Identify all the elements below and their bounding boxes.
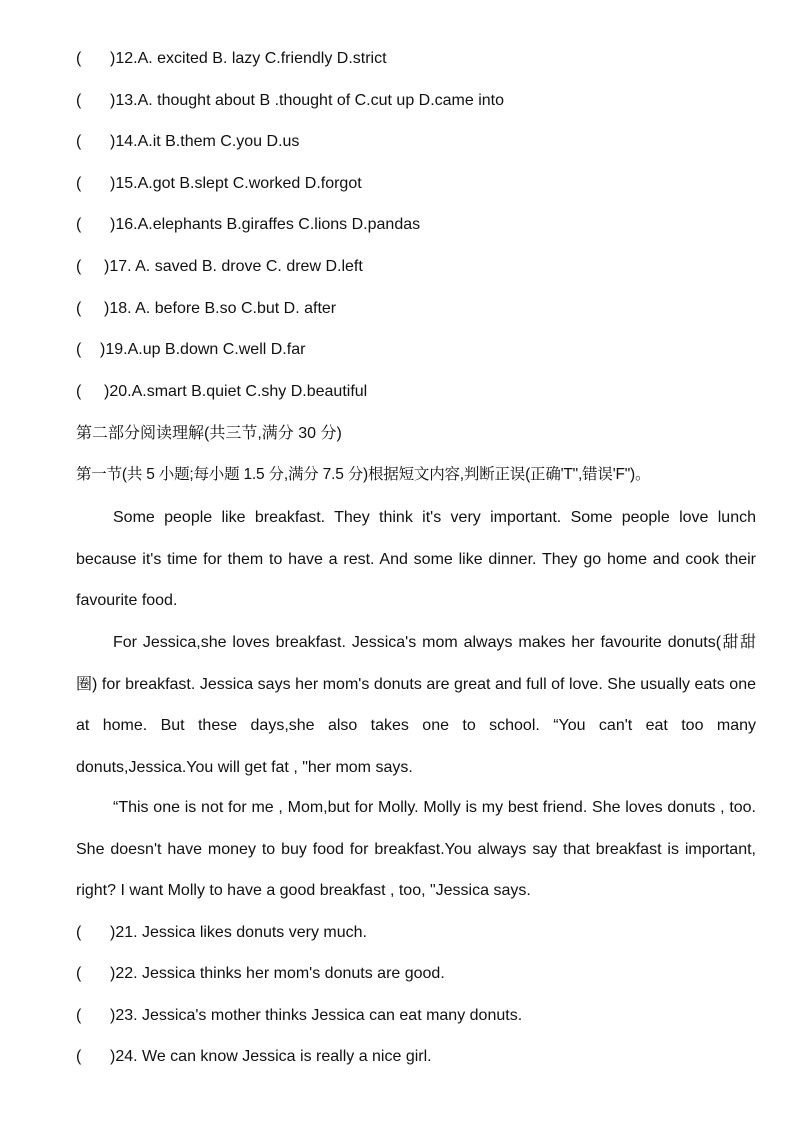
question-text: )12.A. excited B. lazy C.friendly D.strict — [110, 50, 387, 67]
passage-paragraph: “This one is not for me , Mom,but for Molly. Molly is my best friend. She loves donuts , too. She doesn't have money to buy food for breakfast.You always say that breakfast is important, right? I want Molly to have a good breakfast , too, "Jessica says. — [76, 799, 756, 899]
question-line — [76, 257, 756, 277]
question-text: )18. A. before B.so C.but D. after — [104, 300, 337, 317]
answer-paren: ( — [76, 258, 82, 275]
answer-paren: ( — [76, 133, 82, 150]
answer-paren: ( — [76, 1048, 82, 1065]
question-line — [76, 215, 756, 235]
answer-paren: ( — [76, 175, 82, 192]
answer-paren: ( — [76, 216, 82, 233]
answer-paren: ( — [76, 965, 82, 982]
question-line — [76, 132, 756, 152]
answer-paren: ( — [76, 50, 82, 67]
question-text: )22. Jessica thinks her mom's donuts are good. — [110, 965, 445, 982]
question-line — [76, 923, 756, 943]
question-text: )20.A.smart B.quiet C.shy D.beautiful — [104, 383, 368, 400]
passage-paragraph: For Jessica,she loves breakfast. Jessica's mom always makes her favourite donuts(甜甜圈) for breakfast. Jessica says her mom's donuts are great and full of love. She usually eats one at home. But these days,she also takes one to school. “You can't eat too many donuts,Jessica.You will get fat , "her mom says. — [76, 634, 756, 776]
question-line — [76, 49, 756, 69]
answer-paren: ( — [76, 924, 82, 941]
question-line — [76, 1047, 756, 1067]
answer-paren: ( — [76, 1007, 82, 1024]
question-text: )14.A.it B.them C.you D.us — [110, 133, 300, 150]
question-line — [76, 382, 756, 402]
question-line — [76, 1006, 756, 1026]
answer-paren: ( — [76, 92, 82, 109]
subsection-title: 第一节(共 5 小题;每小题 1.5 分,满分 7.5 分)根据短文内容,判断正误(正确'T",错误'F")。 — [76, 466, 651, 483]
question-text: )19.A.up B.down C.well D.far — [100, 341, 306, 358]
question-text: )13.A. thought about B .thought of C.cut up D.came into — [110, 92, 505, 109]
answer-paren: ( — [76, 300, 82, 317]
question-text: )17. A. saved B. drove C. drew D.left — [104, 258, 363, 275]
question-text: )16.A.elephants B.giraffes C.lions D.pandas — [110, 216, 421, 233]
question-line — [76, 340, 756, 360]
passage-paragraph: Some people like breakfast. They think it's very important. Some people love lunch because it's time for them to have a rest. And some like dinner. They go home and cook their favourite food. — [76, 509, 756, 609]
question-line — [76, 174, 756, 194]
section-title: 第二部分阅读理解(共三节,满分 30 分) — [76, 425, 342, 442]
answer-paren: ( — [76, 383, 82, 400]
question-line — [76, 299, 756, 319]
question-text: )15.A.got B.slept C.worked D.forgot — [110, 175, 362, 192]
question-line — [76, 91, 756, 111]
question-text: )23. Jessica's mother thinks Jessica can eat many donuts. — [110, 1007, 523, 1024]
question-text: )24. We can know Jessica is really a nice girl. — [110, 1048, 432, 1065]
question-text: )21. Jessica likes donuts very much. — [110, 924, 367, 941]
answer-paren: ( — [76, 341, 82, 358]
question-line — [76, 964, 756, 984]
